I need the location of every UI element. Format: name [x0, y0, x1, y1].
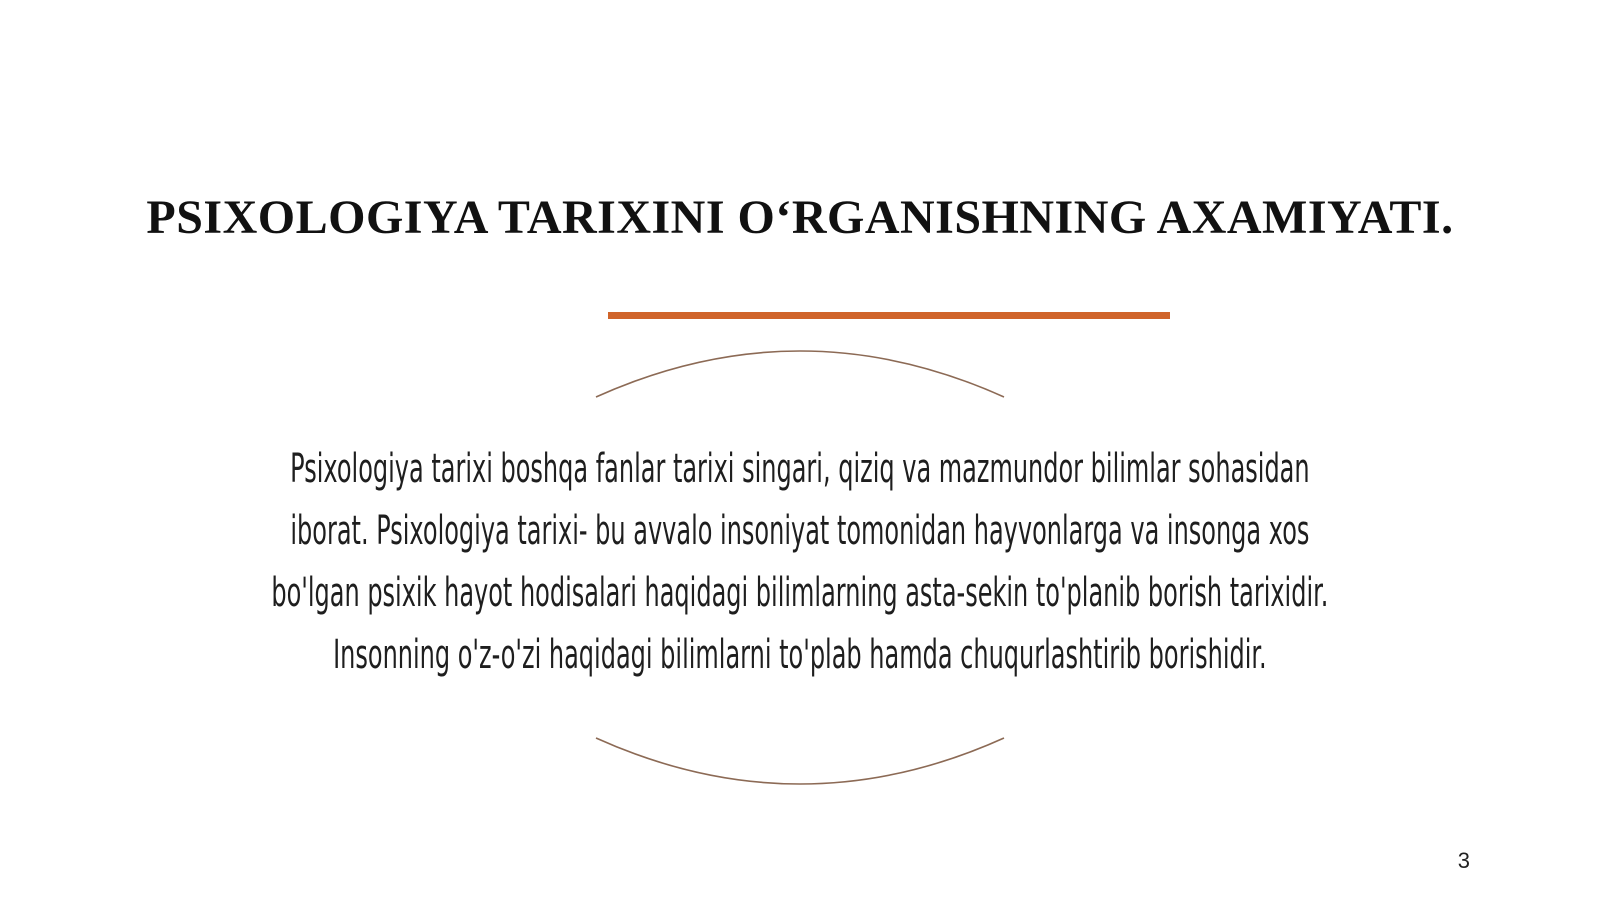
body-line: Psixologiya tarixi boshqa fanlar tarixi singari, qiziq va mazmundor bilimlar sohasidan	[290, 446, 1310, 492]
top-decorative-arc	[590, 335, 1010, 405]
slide-title: PSIXOLOGIYA TARIXINI O‘RGANISHNING AXAMIYATI.	[146, 191, 1454, 244]
bottom-decorative-arc	[590, 730, 1010, 800]
title-accent-bar	[608, 312, 1170, 319]
body-line: iborat. Psixologiya tarixi- bu avvalo insoniyat tomonidan hayvonlarga va insonga xos	[290, 508, 1310, 554]
body-text-block	[0, 438, 1600, 686]
body-line: bo'lgan psixik hayot hodisalari haqidagi bilimlarning asta-sekin to'planib borish tarixidir.	[271, 570, 1329, 616]
page-number: 3	[1457, 848, 1470, 873]
body-line: Insonning o'z-o'zi haqidagi bilimlarni to'plab hamda chuqurlashtirib borishidir.	[333, 632, 1267, 678]
